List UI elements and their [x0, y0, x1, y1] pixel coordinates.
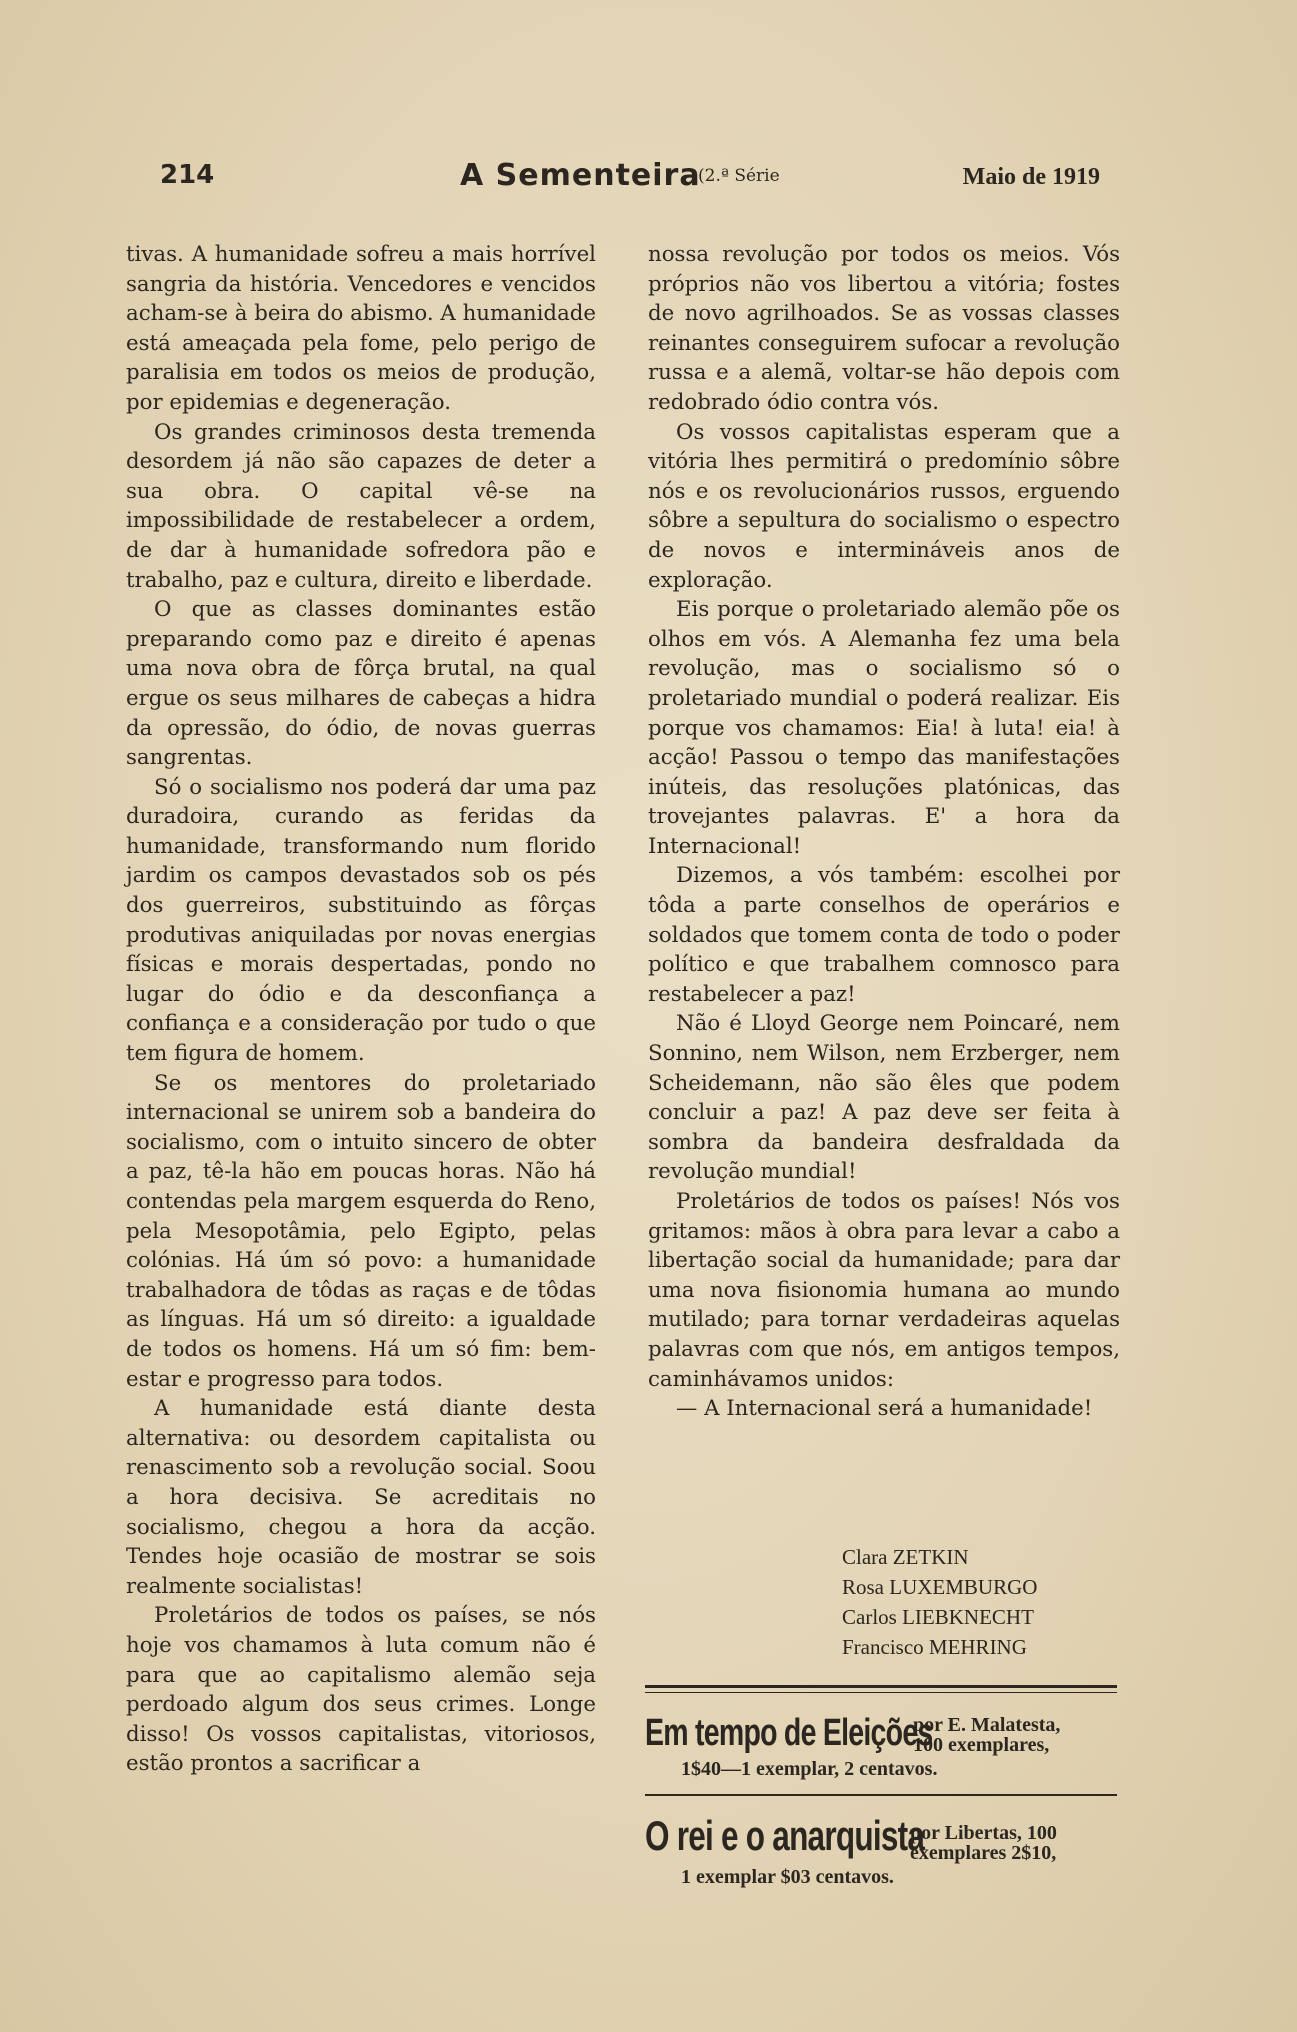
ad-price: 1 exemplar $03 centavos. — [681, 1866, 894, 1888]
ad-quantity: 100 exemplares, — [913, 1734, 1050, 1756]
paragraph: Dizemos, a vós também: escolhei por tôda a parte conselhos de operários e soldados que tomem conta de todo o poder político e que trabalhem comnosco para restabelecer a paz! — [648, 863, 1120, 1007]
paragraph: nossa revolução por todos os meios. Vós próprios não vos libertou a vitória; fostes de novo agrilhoados. Se as vossas classes reinantes conseguirem sufocar a revolução russa e a alemã, voltar-se hão depois com redobrado ódio contra vós. — [648, 242, 1120, 415]
paragraph: Os vossos capitalistas esperam que a vitória lhes permitirá o predomínio sôbre nós e os revolucionários russos, erguendo sôbre a sepultura do socialismo o espectro de novos e intermináveis anos de exploração. — [648, 419, 1120, 593]
paragraph: Só o socialismo nos poderá dar uma paz duradoira, curando as feridas da humanidade, transformando num florido jardim os campos devastados sob os pés dos guerreiros, substituindo as fôrças produtivas aniquiladas por novas energias físicas e morais despertadas, pondo no lugar do ódio e da desconfiança a confiança e a consideração por tudo o que tem figura de homem. — [126, 774, 596, 1067]
paragraph: Os grandes criminosos desta tremenda desordem já não são capazes de deter a sua obra. O capital vê-se na impossibilidade de restabelecer a ordem, de dar à humanidade sofredora pão e trabalho, paz e cultura, direito e liberdade. — [126, 419, 596, 593]
signature-name: Carlos LIEBKNECHT — [842, 1605, 1034, 1629]
page-header — [160, 160, 1140, 200]
paragraph: Eis porque o proletariado alemão põe os olhos em vós. A Alemanha fez uma bela revolução, mas o socialismo só o proletariado mundial o poderá realizar. Eis porque vos chamamos: Eia! à luta! eia! à acção! Passou o tempo das manifestações inúteis, das resoluções platónicas, das trovejantes palavras. E' a hora da Internacional! — [648, 597, 1120, 859]
divider-rule — [645, 1685, 1117, 1688]
ad-title: O rei e o anarquista — [645, 1812, 925, 1859]
ad-title: Em tempo de Eleições — [645, 1712, 933, 1754]
right-column — [648, 240, 1120, 1424]
ad-price: 1$40—1 exemplar, 2 centavos. — [681, 1758, 938, 1780]
paragraph: tivas. A humanidade sofreu a mais horrível sangria da história. Vencedores e vencidos acham-se à beira do abismo. A humanidade está ameaçada pela fome, pelo perigo de paralisia em todos os meios de produção, por epidemias e degeneração. — [126, 242, 596, 415]
signature-name: Rosa LUXEMBURGO — [842, 1575, 1038, 1599]
ad-author: por Libertas, 100 — [910, 1822, 1057, 1844]
paragraph: Se os mentores do proletariado internacional se unirem sob a bandeira do socialismo, com o intuito sincero de obter a paz, tê-la hão em poucas horas. Não há contendas pela margem esquerda do Reno, pela Mesopotâmia, pelo Egipto, pelas colónias. Há úm só povo: a humanidade trabalhadora de tôdas as raças e de tôdas as línguas. Há um só direito: a igualdade de todos os homens. Há um só fim: bem-estar e progresso para todos. — [126, 1070, 596, 1392]
signature-name: Francisco MEHRING — [842, 1635, 1027, 1659]
advertisement-2 — [645, 1812, 1120, 1888]
issue-date: Maio de 1919 — [962, 164, 1100, 190]
left-column — [126, 240, 596, 1779]
paragraph: Proletários de todos os países! Nós vos gritamos: mãos à obra para levar a cabo a libertação social da humanidade; para dar uma nova fisionomia humana ao mundo mutilado; para tornar verdadeiras aquelas palavras com que nós, em antigos tempos, caminhávamos unidos: — [648, 1189, 1120, 1392]
paragraph: Proletários de todos os países, se nós hoje vos chamamos à luta comum não é para que ao capitalismo alemão seja perdoado algum dos seus crimes. Longe disso! Os vossos capitalistas, vitoriosos, estão prontos a sacrificar a — [126, 1603, 596, 1777]
paragraph: A humanidade está diante desta alternativa: ou desordem capitalista ou renascimento sob a revolução social. Soou a hora decisiva. Se acreditais no socialismo, chegou a hora da acção. Tendes hoje ocasião de mostrar se sois realmente socialistas! — [126, 1396, 596, 1599]
signature-name: Clara ZETKIN — [842, 1545, 969, 1569]
publication-title: A Sementeira — [460, 158, 701, 193]
signature-block — [842, 1542, 1037, 1662]
divider-rule — [645, 1692, 1117, 1693]
page-number: 214 — [160, 160, 215, 190]
paragraph: — A Internacional será a humanidade! — [676, 1396, 1093, 1422]
ad-quantity: exemplares 2$10, — [910, 1842, 1057, 1864]
paragraph: Não é Lloyd George nem Poincaré, nem Sonnino, nem Wilson, nem Erzberger, nem Scheidemann, não são êles que podem concluir a paz! A paz deve ser feita à sombra da bandeira desfraldada da revolução mundial! — [648, 1011, 1120, 1185]
divider-rule — [645, 1794, 1117, 1796]
series-label: (2.ª Série — [698, 166, 780, 186]
ad-author: por E. Malatesta, — [913, 1714, 1061, 1736]
paragraph: O que as classes dominantes estão preparando como paz e direito é apenas uma nova obra de fôrça brutal, na qual ergue os seus milhares de cabeças a hidra da opressão, do ódio, de novas guerras sangrentas. — [126, 597, 596, 771]
advertisement-1 — [645, 1712, 1120, 1782]
